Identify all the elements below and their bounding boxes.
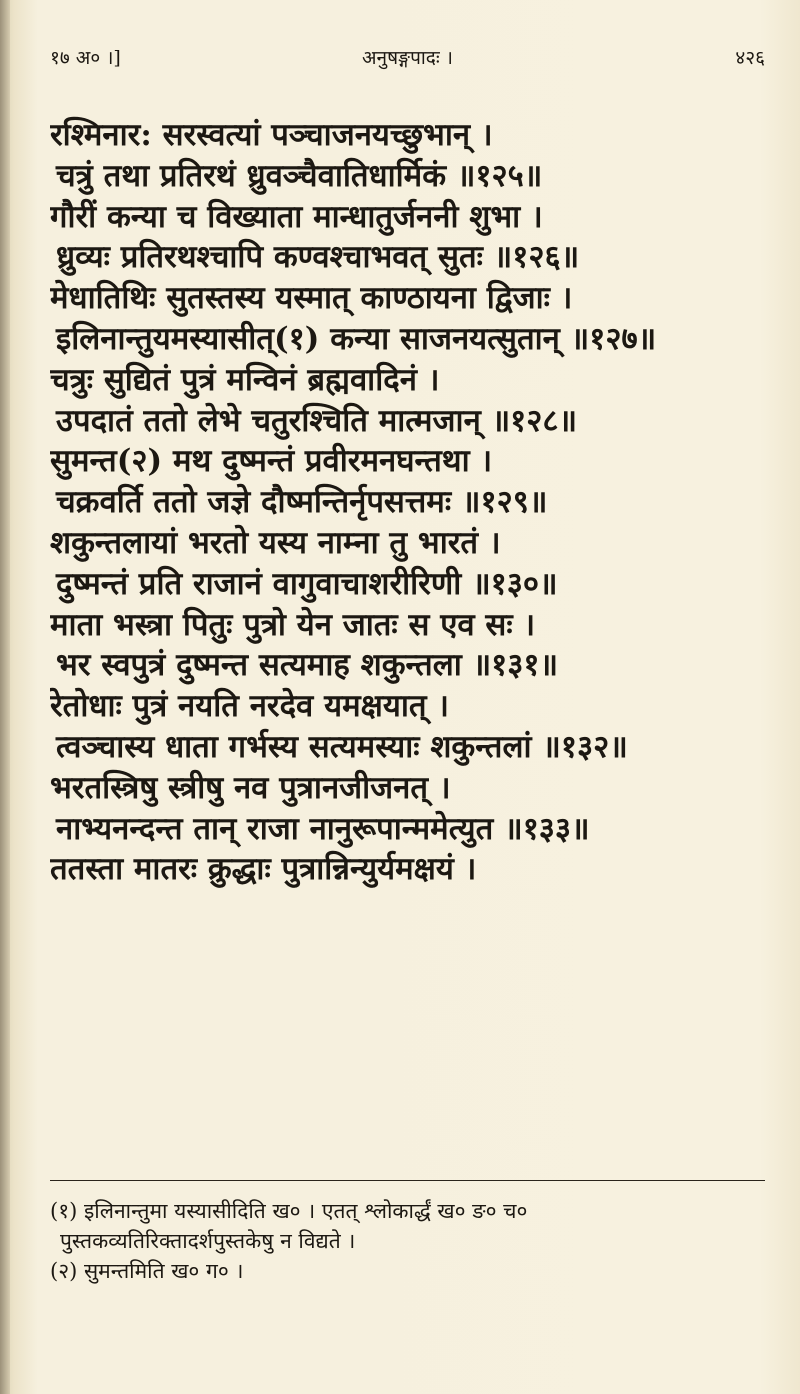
- page-number: ४२६: [735, 47, 765, 69]
- verse-line: ततस्ता मातरः क्रुद्धाः पुत्रान्निन्युर्यमक्षयं ।: [50, 851, 477, 888]
- binding-edge: [0, 0, 10, 1394]
- running-head: [50, 38, 765, 74]
- verse-line: ध्रुव्यः प्रतिरथश्चापि कण्वश्चाभवत् सुतः ॥१२६॥: [56, 239, 580, 276]
- chapter-marker: १७ अ० ।]: [50, 47, 121, 69]
- verse-line: सुमन्त(२) मथ दुष्मन्तं प्रवीरमनघन्तथा ।: [50, 443, 493, 480]
- verse-line: शकुन्तलायां भरतो यस्य नाम्ना तु भारतं ।: [50, 524, 501, 561]
- verse-line: दुष्मन्तं प्रति राजानं वागुवाचाशरीरिणी ॥१३०॥: [56, 565, 558, 602]
- verse-line: चक्रवर्ति ततो जज्ञे दौष्मन्तिर्नृपसत्तमः ॥१२९॥: [56, 484, 548, 521]
- verse-line: त्वञ्चास्य धाता गर्भस्य सत्यमस्याः शकुन्तलां ॥१३२॥: [56, 728, 628, 765]
- footnote-line: पुस्तकव्यतिरिक्तादर्शपुस्तकेषु न विद्यते ।: [60, 1229, 356, 1253]
- footnotes: [50, 1196, 765, 1286]
- footnote-divider: [50, 1180, 765, 1181]
- verse-line: माता भस्त्रा पितुः पुत्रो येन जातः स एव सः ।: [50, 606, 536, 643]
- verse-line: उपदातं ततो लेभे चतुरश्चिति मात्मजान् ॥१२८॥: [56, 402, 578, 439]
- footnote-line: (२) सुमन्तमिति ख० ग० ।: [50, 1259, 244, 1283]
- footnote-line: (१) इलिनान्तुमा यस्यासीदिति ख० । एतत् श्लोकार्द्धं ख० ङ० च०: [50, 1199, 528, 1223]
- verse-line: भरतस्त्रिषु स्त्रीषु नव पुत्रानजीजनत् ।: [50, 769, 451, 806]
- verse-line: मेधातिथिः सुतस्तस्य यस्मात् काण्ठायना द्विजाः ।: [50, 280, 573, 317]
- verse-line: रेतोधाः पुत्रं नयति नरदेव यमक्षयात् ।: [50, 688, 450, 725]
- verse-line: नाभ्यनन्दन्त तान् राजा नानुरूपान्ममेत्युत ॥१३३॥: [56, 810, 590, 847]
- verse-line: इलिनान्तुयमस्यासीत्(१) कन्या साजनयत्सुतान् ॥१२७॥: [56, 320, 657, 357]
- verse-line: रश्मिनार: सरस्वत्यां पञ्चाजनयच्छुभान् ।: [50, 117, 493, 153]
- verse-line: गौरीं कन्या च विख्याता मान्धातुर्जननी शुभा ।: [50, 198, 543, 235]
- verse-line: चत्रुः सुद्यितं पुत्रं मन्विनं ब्रह्मवादिनं ।: [50, 361, 440, 398]
- verse-line: भर स्वपुत्रं दुष्मन्त सत्यमाह शकुन्तला ॥१३१॥: [56, 647, 559, 684]
- verse-line: चत्रुं तथा प्रतिरथं ध्रुवञ्चैवातिधार्मिकं ॥१२५॥: [56, 157, 543, 194]
- section-title: अनुषङ्गपादः ।: [362, 47, 453, 69]
- verse-block: [50, 115, 765, 890]
